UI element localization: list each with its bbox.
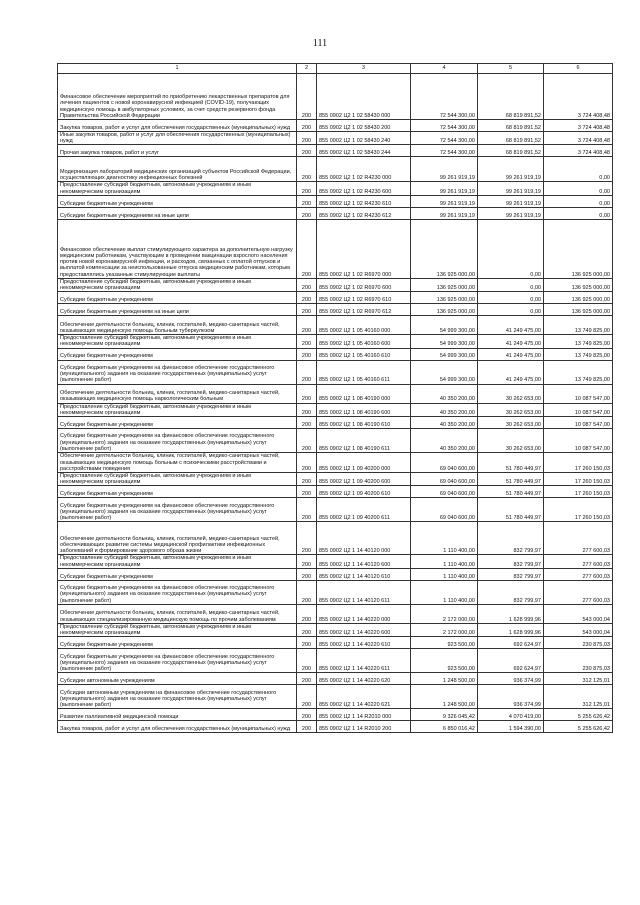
row-value-col5: 4 070 419,00 — [478, 709, 544, 721]
row-value-col6: 10 087 547,00 — [544, 429, 613, 453]
row-budget-code: 855 0902 Ц2 1 05 40160 600 — [317, 335, 411, 348]
row-budget-code: 855 0902 Ц2 1 14 40120 600 — [317, 555, 411, 568]
row-value-col5: 692 624,97 — [478, 637, 544, 649]
row-value-col4: 99 261 919,19 — [411, 157, 478, 182]
row-description: Субсидии бюджетным учреждениям — [58, 195, 297, 207]
row-description: Субсидии бюджетным учреждениям — [58, 348, 297, 360]
row-value-col6: 5 255 626,42 — [544, 721, 613, 733]
row-col2: 200 — [297, 360, 317, 384]
row-value-col5: 1 628 999,96 — [478, 623, 544, 636]
table-row — [58, 429, 613, 453]
row-col2: 200 — [297, 580, 317, 604]
row-value-col6: 136 925 000,00 — [544, 219, 613, 278]
row-value-col6: 3 724 408,48 — [544, 120, 613, 132]
table-row — [58, 721, 613, 733]
row-value-col4: 54 999 300,00 — [411, 316, 478, 335]
row-budget-code: 855 0902 Ц2 1 02 R4230 612 — [317, 207, 411, 219]
row-budget-code: 855 0902 Ц2 1 09 40200 600 — [317, 473, 411, 486]
row-value-col5: 832 799,97 — [478, 522, 544, 555]
row-value-col6: 136 925 000,00 — [544, 278, 613, 291]
row-description: Субсидии бюджетным учреждениям на финансовое обеспечение государственного (муниципального) задания на оказание государственных (муниципальных) услуг (выполнение работ) — [58, 649, 297, 673]
row-description: Модернизация лабораторий медицинских организаций субъектов Российской Федерации, осуществляющих диагностику инфекционных болезней — [58, 157, 297, 182]
row-value-col5: 30 262 653,00 — [478, 429, 544, 453]
row-col2: 200 — [297, 145, 317, 157]
row-description: Предоставление субсидий бюджетным, автономным учреждениям и иным некоммерческим организациям — [58, 473, 297, 486]
row-budget-code: 855 0902 Ц2 1 02 58430 000 — [317, 74, 411, 120]
row-budget-code: 855 0902 Ц2 1 14 40220 610 — [317, 637, 411, 649]
row-budget-code: 855 0902 Ц2 1 02 58430 240 — [317, 132, 411, 145]
row-value-col4: 54 999 300,00 — [411, 348, 478, 360]
row-description: Субсидии бюджетным учреждениям на финансовое обеспечение государственного (муниципального) задания на оказание государственных (муниципальных) услуг (выполнение работ) — [58, 429, 297, 453]
row-value-col5: 68 819 891,52 — [478, 74, 544, 120]
table-row — [58, 498, 613, 522]
row-budget-code: 855 0902 Ц2 1 14 40220 000 — [317, 604, 411, 623]
row-value-col5: 41 249 475,00 — [478, 360, 544, 384]
row-budget-code: 855 0902 Ц2 1 05 40160 611 — [317, 360, 411, 384]
row-col2: 200 — [297, 498, 317, 522]
table-row — [58, 335, 613, 348]
row-value-col4: 69 040 600,00 — [411, 498, 478, 522]
header-col-3: 3 — [317, 64, 411, 74]
row-value-col6: 3 724 408,48 — [544, 145, 613, 157]
row-col2: 200 — [297, 685, 317, 709]
row-value-col4: 99 261 919,19 — [411, 207, 478, 219]
row-value-col4: 9 326 045,42 — [411, 709, 478, 721]
row-value-col4: 1 110 400,00 — [411, 568, 478, 580]
row-value-col5: 51 780 449,97 — [478, 498, 544, 522]
row-budget-code: 855 0902 Ц2 1 14 R2010 000 — [317, 709, 411, 721]
row-value-col6: 0,00 — [544, 207, 613, 219]
row-value-col5: 51 780 449,97 — [478, 453, 544, 473]
row-value-col5: 99 261 919,19 — [478, 195, 544, 207]
row-col2: 200 — [297, 348, 317, 360]
row-value-col6: 277 600,03 — [544, 522, 613, 555]
row-budget-code: 855 0902 Ц2 1 14 40220 620 — [317, 673, 411, 685]
row-value-col5: 832 799,97 — [478, 568, 544, 580]
row-value-col4: 136 925 000,00 — [411, 219, 478, 278]
row-value-col4: 69 040 600,00 — [411, 453, 478, 473]
row-budget-code: 855 0902 Ц2 1 14 40220 611 — [317, 649, 411, 673]
row-budget-code: 855 0902 Ц2 1 14 40120 611 — [317, 580, 411, 604]
row-value-col6: 10 087 547,00 — [544, 403, 613, 416]
row-col2: 200 — [297, 157, 317, 182]
row-description: Предоставление субсидий бюджетным, автономным учреждениям и иным некоммерческим организациям — [58, 403, 297, 416]
header-col-1: 1 — [58, 64, 297, 74]
table-row — [58, 195, 613, 207]
row-col2: 200 — [297, 568, 317, 580]
row-col2: 200 — [297, 403, 317, 416]
row-value-col5: 0,00 — [478, 292, 544, 304]
row-value-col6: 5 255 626,42 — [544, 709, 613, 721]
table-row — [58, 473, 613, 486]
row-budget-code: 855 0902 Ц2 1 14 40120 000 — [317, 522, 411, 555]
row-value-col5: 99 261 919,19 — [478, 182, 544, 195]
table-row — [58, 673, 613, 685]
row-value-col5: 99 261 919,19 — [478, 207, 544, 219]
row-value-col6: 13 749 825,00 — [544, 360, 613, 384]
row-description: Финансовое обеспечение выплат стимулирующего характера за дополнительную нагрузку медицинским работникам, участвующим в проведении вакцинации взрослого населения против новой коронавирусной инфекции, и расходов, связанных с оплатой отпусков и выплатой компенсации за неиспользованные отпуска медицинским работникам, которым предоставлялись указанные стимулирующие выплаты — [58, 219, 297, 278]
row-value-col6: 136 925 000,00 — [544, 292, 613, 304]
row-value-col6: 13 749 825,00 — [544, 316, 613, 335]
row-value-col6: 13 749 825,00 — [544, 348, 613, 360]
row-col2: 200 — [297, 473, 317, 486]
row-value-col4: 40 350 200,00 — [411, 384, 478, 403]
row-value-col5: 41 249 475,00 — [478, 335, 544, 348]
table-row — [58, 709, 613, 721]
row-value-col6: 17 260 150,03 — [544, 453, 613, 473]
table-row — [58, 360, 613, 384]
row-description: Предоставление субсидий бюджетным, автономным учреждениям и иным некоммерческим организациям — [58, 335, 297, 348]
row-budget-code: 855 0902 Ц2 1 09 40200 611 — [317, 498, 411, 522]
row-col2: 200 — [297, 649, 317, 673]
row-description: Закупка товаров, работ и услуг для обеспечения государственных (муниципальных) нужд — [58, 721, 297, 733]
row-col2: 200 — [297, 74, 317, 120]
row-value-col5: 936 374,99 — [478, 685, 544, 709]
row-value-col5: 0,00 — [478, 278, 544, 291]
row-budget-code: 855 0902 Ц2 1 05 40160 610 — [317, 348, 411, 360]
row-value-col4: 72 544 300,00 — [411, 145, 478, 157]
row-value-col4: 1 248 500,00 — [411, 685, 478, 709]
row-value-col6: 13 749 825,00 — [544, 335, 613, 348]
row-description: Закупка товаров, работ и услуг для обеспечения государственных (муниципальных) нужд — [58, 120, 297, 132]
row-value-col6: 277 600,03 — [544, 555, 613, 568]
row-col2: 200 — [297, 721, 317, 733]
row-description: Прочая закупка товаров, работ и услуг — [58, 145, 297, 157]
row-budget-code: 855 0902 Ц2 1 14 40220 621 — [317, 685, 411, 709]
row-budget-code: 855 0902 Ц2 1 14 R2010 200 — [317, 721, 411, 733]
table-row — [58, 555, 613, 568]
table-header-row — [58, 64, 613, 74]
row-value-col5: 41 249 475,00 — [478, 316, 544, 335]
row-description: Субсидии бюджетным учреждениям — [58, 417, 297, 429]
row-col2: 200 — [297, 453, 317, 473]
row-value-col6: 10 087 547,00 — [544, 384, 613, 403]
row-value-col5: 99 261 919,19 — [478, 157, 544, 182]
row-value-col4: 1 248 500,00 — [411, 673, 478, 685]
table-row — [58, 453, 613, 473]
row-col2: 200 — [297, 304, 317, 316]
row-description: Предоставление субсидий бюджетным, автономным учреждениям и иным некоммерческим организациям — [58, 555, 297, 568]
row-budget-code: 855 0902 Ц2 1 02 58430 244 — [317, 145, 411, 157]
table-row — [58, 157, 613, 182]
row-value-col4: 69 040 600,00 — [411, 486, 478, 498]
row-value-col4: 136 925 000,00 — [411, 304, 478, 316]
row-value-col5: 41 249 475,00 — [478, 348, 544, 360]
row-description: Субсидии бюджетным учреждениям — [58, 486, 297, 498]
row-budget-code: 855 0902 Ц2 1 02 R6970 600 — [317, 278, 411, 291]
table-row — [58, 486, 613, 498]
row-col2: 200 — [297, 182, 317, 195]
row-value-col5: 0,00 — [478, 219, 544, 278]
row-description: Субсидии бюджетным учреждениям на финансовое обеспечение государственного (муниципального) задания на оказание государственных (муниципальных) услуг (выполнение работ) — [58, 580, 297, 604]
row-value-col4: 1 110 400,00 — [411, 522, 478, 555]
row-value-col4: 54 999 300,00 — [411, 335, 478, 348]
row-col2: 200 — [297, 673, 317, 685]
row-value-col4: 40 350 200,00 — [411, 403, 478, 416]
row-description: Субсидии бюджетным учреждениям на финансовое обеспечение государственного (муниципального) задания на оказание государственных (муниципальных) услуг (выполнение работ) — [58, 360, 297, 384]
row-value-col5: 936 374,99 — [478, 673, 544, 685]
table-row — [58, 278, 613, 291]
row-budget-code: 855 0902 Ц2 1 14 40120 610 — [317, 568, 411, 580]
table-row — [58, 637, 613, 649]
row-budget-code: 855 0902 Ц2 1 09 40200 000 — [317, 453, 411, 473]
table-row — [58, 207, 613, 219]
table-row — [58, 623, 613, 636]
row-value-col5: 68 819 891,52 — [478, 120, 544, 132]
row-budget-code: 855 0902 Ц2 1 14 40220 600 — [317, 623, 411, 636]
page-number: 111 — [312, 38, 328, 49]
row-budget-code: 855 0902 Ц2 1 02 R4230 610 — [317, 195, 411, 207]
row-value-col6: 277 600,03 — [544, 580, 613, 604]
header-col-2: 2 — [297, 64, 317, 74]
row-col2: 200 — [297, 278, 317, 291]
row-description: Обеспечение деятельности больниц, клиник, госпиталей, медико-санитарных частей, оказывающих медицинскую помощь больным с психическими расстройствами и расстройствами поведения — [58, 453, 297, 473]
header-col-4: 4 — [411, 64, 478, 74]
row-value-col4: 1 110 400,00 — [411, 580, 478, 604]
row-value-col6: 230 875,03 — [544, 649, 613, 673]
table-row — [58, 568, 613, 580]
row-budget-code: 855 0902 Ц2 1 02 R6970 610 — [317, 292, 411, 304]
table-row — [58, 316, 613, 335]
table-row — [58, 132, 613, 145]
row-description: Обеспечение деятельности больниц, клиник, госпиталей, медико-санитарных частей, оказывающих специализированную медицинскую помощь по прочим заболеваниям — [58, 604, 297, 623]
row-value-col4: 69 040 600,00 — [411, 473, 478, 486]
row-description: Субсидии бюджетным учреждениям на иные цели — [58, 207, 297, 219]
row-col2: 200 — [297, 637, 317, 649]
row-value-col4: 923 500,00 — [411, 637, 478, 649]
row-budget-code: 855 0902 Ц2 1 08 40190 611 — [317, 429, 411, 453]
row-value-col6: 543 000,04 — [544, 623, 613, 636]
row-col2: 200 — [297, 522, 317, 555]
row-value-col6: 230 875,03 — [544, 637, 613, 649]
row-description: Предоставление субсидий бюджетным, автономным учреждениям и иным некоммерческим организациям — [58, 623, 297, 636]
header-col-5: 5 — [478, 64, 544, 74]
row-value-col6: 0,00 — [544, 195, 613, 207]
row-value-col4: 1 110 400,00 — [411, 555, 478, 568]
table-row — [58, 403, 613, 416]
row-value-col6: 312 125,01 — [544, 673, 613, 685]
row-col2: 200 — [297, 132, 317, 145]
table-row — [58, 604, 613, 623]
table-row — [58, 580, 613, 604]
row-value-col5: 832 799,97 — [478, 580, 544, 604]
row-value-col6: 277 600,03 — [544, 568, 613, 580]
row-value-col5: 51 780 449,97 — [478, 473, 544, 486]
row-value-col6: 17 260 150,03 — [544, 473, 613, 486]
row-budget-code: 855 0902 Ц2 1 09 40200 610 — [317, 486, 411, 498]
row-description: Финансовое обеспечение мероприятий по приобретению лекарственных препаратов для лечения пациентов с новой коронавирусной инфекцией (COVID-19), получающих медицинскую помощь в амбулаторных условиях, за счет средств резервного фонда Правительства Российской Федерации — [58, 74, 297, 120]
row-value-col6: 17 260 150,03 — [544, 486, 613, 498]
table-row — [58, 74, 613, 120]
row-value-col4: 99 261 919,19 — [411, 182, 478, 195]
row-col2: 200 — [297, 335, 317, 348]
row-description: Обеспечение деятельности больниц, клиник, госпиталей, медико-санитарных частей, оказывающих медицинскую помощь больным туберкулезом — [58, 316, 297, 335]
row-value-col5: 692 624,97 — [478, 649, 544, 673]
row-value-col6: 3 724 408,48 — [544, 74, 613, 120]
row-value-col5: 1 594 390,00 — [478, 721, 544, 733]
row-value-col4: 2 172 000,00 — [411, 623, 478, 636]
row-value-col4: 136 925 000,00 — [411, 278, 478, 291]
row-value-col5: 832 799,97 — [478, 555, 544, 568]
row-description: Предоставление субсидий бюджетным, автономным учреждениям и иным некоммерческим организациям — [58, 182, 297, 195]
table-row — [58, 348, 613, 360]
row-value-col4: 72 544 300,00 — [411, 120, 478, 132]
row-value-col6: 0,00 — [544, 182, 613, 195]
row-budget-code: 855 0902 Ц2 1 08 40190 600 — [317, 403, 411, 416]
row-value-col5: 30 262 653,00 — [478, 403, 544, 416]
row-value-col6: 312 125,01 — [544, 685, 613, 709]
table-row — [58, 219, 613, 278]
row-col2: 200 — [297, 623, 317, 636]
row-col2: 200 — [297, 219, 317, 278]
row-budget-code: 855 0902 Ц2 1 02 R4230 000 — [317, 157, 411, 182]
row-description: Субсидии автономным учреждениям — [58, 673, 297, 685]
row-budget-code: 855 0902 Ц2 1 08 40190 000 — [317, 384, 411, 403]
row-budget-code: 855 0902 Ц2 1 02 R6970 000 — [317, 219, 411, 278]
row-value-col5: 51 780 449,97 — [478, 486, 544, 498]
row-value-col4: 72 544 300,00 — [411, 74, 478, 120]
row-col2: 200 — [297, 207, 317, 219]
table-row — [58, 649, 613, 673]
row-value-col4: 136 925 000,00 — [411, 292, 478, 304]
row-budget-code: 855 0902 Ц2 1 02 R4230 600 — [317, 182, 411, 195]
row-value-col5: 1 628 999,96 — [478, 604, 544, 623]
row-value-col5: 68 819 891,52 — [478, 145, 544, 157]
row-col2: 200 — [297, 120, 317, 132]
row-value-col5: 68 819 891,52 — [478, 132, 544, 145]
table-row — [58, 522, 613, 555]
row-description: Субсидии бюджетным учреждениям — [58, 637, 297, 649]
row-col2: 200 — [297, 555, 317, 568]
row-value-col5: 30 262 653,00 — [478, 417, 544, 429]
row-description: Обеспечение деятельности больниц, клиник, госпиталей, медико-санитарных частей, обеспечивающих развитие системы медицинской профилактики инфекционных заболеваний и формирование здорового образа жизни — [58, 522, 297, 555]
row-value-col4: 923 500,00 — [411, 649, 478, 673]
row-value-col4: 2 172 000,00 — [411, 604, 478, 623]
row-value-col4: 99 261 919,19 — [411, 195, 478, 207]
table-row — [58, 182, 613, 195]
row-budget-code: 855 0902 Ц2 1 02 58430 200 — [317, 120, 411, 132]
row-value-col5: 0,00 — [478, 304, 544, 316]
row-description: Субсидии бюджетным учреждениям — [58, 568, 297, 580]
row-description: Иные закупки товаров, работ и услуг для обеспечения государственных (муниципальных) нужд — [58, 132, 297, 145]
row-value-col6: 10 087 547,00 — [544, 417, 613, 429]
row-col2: 200 — [297, 417, 317, 429]
table-row — [58, 417, 613, 429]
row-description: Обеспечение деятельности больниц, клиник, госпиталей, медико-санитарных частей, оказывающих медицинскую помощь наркологическим больным — [58, 384, 297, 403]
row-col2: 200 — [297, 195, 317, 207]
row-col2: 200 — [297, 316, 317, 335]
row-value-col4: 54 999 300,00 — [411, 360, 478, 384]
row-description: Субсидии автономным учреждениям на финансовое обеспечение государственного (муниципального) задания на оказание государственных (муниципальных) услуг (выполнение работ) — [58, 685, 297, 709]
table-row — [58, 384, 613, 403]
row-col2: 200 — [297, 709, 317, 721]
table-row — [58, 120, 613, 132]
budget-table — [57, 63, 613, 733]
row-value-col5: 30 262 653,00 — [478, 384, 544, 403]
row-description: Развитие паллиативной медицинской помощи — [58, 709, 297, 721]
table-row — [58, 685, 613, 709]
row-col2: 200 — [297, 292, 317, 304]
row-col2: 200 — [297, 604, 317, 623]
row-col2: 200 — [297, 429, 317, 453]
row-value-col4: 40 350 200,00 — [411, 429, 478, 453]
row-value-col4: 6 850 016,42 — [411, 721, 478, 733]
row-budget-code: 855 0902 Ц2 1 05 40160 000 — [317, 316, 411, 335]
row-budget-code: 855 0902 Ц2 1 08 40190 610 — [317, 417, 411, 429]
table-row — [58, 304, 613, 316]
table-row — [58, 145, 613, 157]
row-value-col6: 3 724 408,48 — [544, 132, 613, 145]
table-row — [58, 292, 613, 304]
row-col2: 200 — [297, 486, 317, 498]
row-value-col6: 17 260 150,03 — [544, 498, 613, 522]
row-description: Субсидии бюджетным учреждениям на иные цели — [58, 304, 297, 316]
row-value-col6: 543 000,04 — [544, 604, 613, 623]
row-col2: 200 — [297, 384, 317, 403]
row-value-col6: 0,00 — [544, 157, 613, 182]
row-description: Субсидии бюджетным учреждениям на финансовое обеспечение государственного (муниципального) задания на оказание государственных (муниципальных) услуг (выполнение работ) — [58, 498, 297, 522]
row-description: Субсидии бюджетным учреждениям — [58, 292, 297, 304]
row-value-col6: 136 925 000,00 — [544, 304, 613, 316]
row-budget-code: 855 0902 Ц2 1 02 R6970 612 — [317, 304, 411, 316]
row-description: Предоставление субсидий бюджетным, автономным учреждениям и иным некоммерческим организациям — [58, 278, 297, 291]
header-col-6: 6 — [544, 64, 613, 74]
row-value-col4: 72 544 300,00 — [411, 132, 478, 145]
row-value-col4: 40 350 200,00 — [411, 417, 478, 429]
